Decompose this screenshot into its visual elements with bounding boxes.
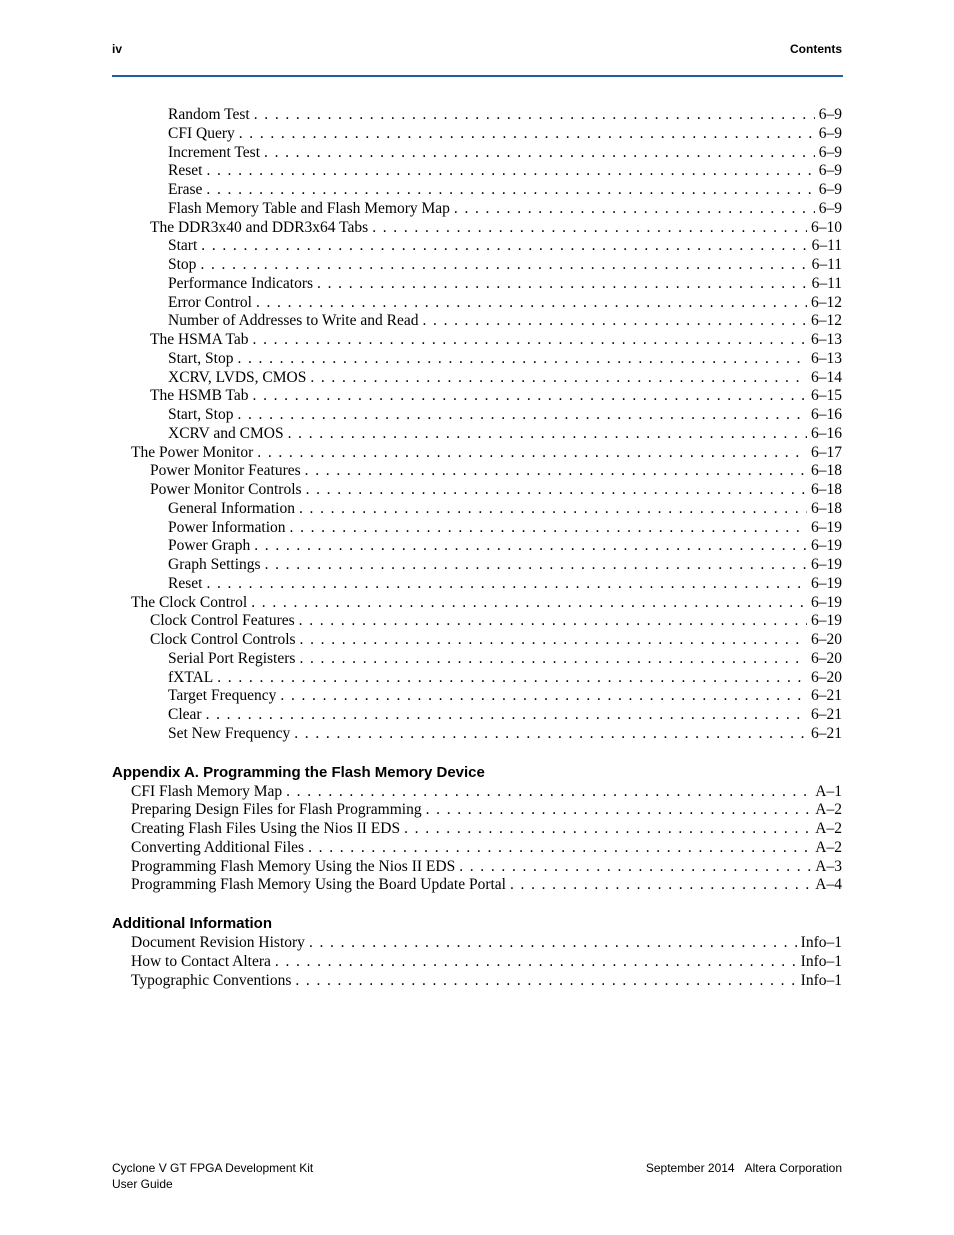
toc-entry-page: 6–21 [811, 706, 842, 723]
toc-entry-title: XCRV and CMOS [168, 424, 284, 442]
toc-entry-page: 6–20 [811, 631, 842, 648]
toc-leader-dots [294, 725, 807, 743]
toc-leader-dots [206, 162, 814, 180]
toc-entry-title: Creating Flash Files Using the Nios II EDS [131, 820, 401, 837]
toc-leader-dots [422, 312, 807, 330]
toc-entry-title: CFI Query [168, 124, 235, 142]
toc-entry-page: A–2 [815, 838, 842, 856]
toc-leader-dots [454, 200, 815, 218]
toc-entry[interactable] [112, 444, 842, 463]
toc-leader-dots [264, 144, 815, 162]
toc-entry-title: Typographic Conventions [131, 971, 292, 989]
toc-entry-page: A–1 [815, 782, 842, 800]
toc-entry-title: Set New Frequency [168, 724, 291, 742]
toc-entry-page: 6–18 [811, 499, 842, 517]
toc-entry[interactable] [112, 425, 842, 444]
toc-entry-page: 6–11 [811, 274, 842, 292]
toc-entry[interactable] [112, 669, 842, 688]
toc-entry-page: 6–16 [811, 406, 842, 423]
toc-entry-title: The Power Monitor [131, 443, 254, 461]
footer-company: Altera Corporation [744, 1161, 842, 1175]
toc-entry-page: 6–14 [811, 368, 842, 386]
toc-entry-title: The HSMB Tab [150, 387, 249, 405]
toc-entry[interactable] [112, 783, 842, 802]
toc-entry-title: The DDR3x40 and DDR3x64 Tabs [150, 218, 369, 236]
toc-entry[interactable] [112, 953, 842, 972]
toc-entry-title: Number of Addresses to Write and Read [168, 312, 419, 330]
toc-entry-title: CFI Flash Memory Map [131, 782, 283, 800]
toc-leader-dots [300, 631, 807, 649]
toc-entry[interactable] [112, 387, 842, 406]
toc-entry-page: 6–19 [811, 574, 842, 592]
toc-entry[interactable] [112, 125, 842, 144]
toc-entry-page: 6–16 [811, 424, 842, 442]
toc-entry-page: 6–21 [811, 687, 842, 705]
toc-list-appendix-a [112, 783, 842, 896]
toc-leader-dots [305, 462, 807, 480]
toc-entry-page: 6–15 [811, 387, 842, 405]
toc-entry-page: 6–12 [811, 312, 842, 330]
toc-leader-dots [510, 876, 811, 894]
toc-entry-page: 6–19 [811, 612, 842, 630]
toc-entry-page: A–2 [815, 801, 842, 819]
toc-entry-page: Info–1 [800, 952, 842, 970]
toc-leader-dots [275, 953, 797, 971]
toc-entry-title: Converting Additional Files [131, 838, 305, 856]
toc-entry-title: Target Frequency [168, 687, 277, 705]
toc-entry-page: 6–9 [818, 199, 842, 217]
toc-leader-dots [239, 125, 815, 143]
toc-leader-dots [308, 839, 811, 857]
toc-entry-page: 6–19 [811, 537, 842, 555]
toc-list-chapter-6 [112, 106, 842, 744]
toc-leader-dots [237, 406, 807, 424]
toc-entry-page: 6–9 [818, 124, 842, 142]
toc-entry[interactable] [112, 858, 842, 877]
toc-entry[interactable] [112, 650, 842, 669]
toc-entry-page: 6–20 [811, 668, 842, 686]
toc-entry-page: 6–19 [811, 593, 842, 611]
toc-entry-page: 6–12 [811, 293, 842, 311]
toc-entry[interactable] [112, 294, 842, 313]
toc-entry-page: 6–19 [811, 518, 842, 536]
toc-entry-title: Random Test [168, 106, 250, 123]
toc-entry-page: 6–18 [811, 481, 842, 498]
toc-leader-dots [253, 387, 807, 405]
toc-entry-page: 6–11 [811, 237, 842, 255]
header-page-number: iv [112, 42, 123, 56]
toc-entry-title: Clock Control Features [150, 612, 295, 630]
toc-entry-title: Start, Stop [168, 349, 234, 367]
toc-entry-page: 6–9 [818, 162, 842, 180]
toc-leader-dots [317, 275, 808, 293]
toc-leader-dots [217, 669, 807, 687]
toc-leader-dots [251, 594, 807, 612]
toc-entry-title: Power Information [168, 518, 286, 536]
toc-leader-dots [288, 425, 807, 443]
additional-info-heading: Additional Information [112, 915, 272, 932]
toc-leader-dots [206, 575, 807, 593]
toc-entry-page: 6–10 [811, 218, 842, 236]
toc-entry-title: Flash Memory Table and Flash Memory Map [168, 199, 450, 217]
toc-leader-dots [206, 706, 807, 724]
toc-entry-title: Power Monitor Controls [150, 481, 302, 498]
toc-leader-dots [310, 369, 807, 387]
toc-entry[interactable] [112, 500, 842, 519]
toc-leader-dots [404, 820, 811, 838]
table-of-contents [112, 106, 842, 990]
toc-entry[interactable] [112, 106, 842, 125]
toc-entry[interactable] [112, 331, 842, 350]
toc-entry[interactable] [112, 556, 842, 575]
toc-entry-title: Reset [168, 162, 203, 180]
footer-publication-info [646, 1160, 842, 1176]
toc-entry[interactable] [112, 312, 842, 331]
toc-entry[interactable] [112, 275, 842, 294]
toc-entry[interactable] [112, 181, 842, 200]
toc-entry[interactable] [112, 631, 842, 650]
header-rule [112, 75, 843, 77]
toc-entry[interactable] [112, 972, 842, 991]
toc-entry[interactable] [112, 406, 842, 425]
toc-entry-page: 6–9 [818, 143, 842, 161]
toc-entry-title: Reset [168, 574, 203, 592]
toc-leader-dots [290, 519, 807, 537]
toc-entry-page: A–3 [815, 857, 842, 875]
toc-leader-dots [253, 331, 807, 349]
toc-entry-title: Serial Port Registers [168, 649, 296, 667]
toc-entry-page: A–4 [815, 876, 842, 894]
toc-entry-title: Clock Control Controls [150, 631, 296, 648]
toc-entry-title: The HSMA Tab [150, 331, 249, 348]
toc-leader-dots [280, 687, 807, 705]
toc-entry-title: Error Control [168, 293, 252, 311]
toc-entry-page: Info–1 [800, 934, 842, 951]
toc-entry[interactable] [112, 519, 842, 538]
toc-leader-dots [237, 350, 807, 368]
toc-entry-page: 6–17 [811, 443, 842, 461]
toc-entry-title: Erase [168, 181, 203, 198]
toc-entry[interactable] [112, 537, 842, 556]
toc-entry-title: Preparing Design Files for Flash Programming [131, 801, 422, 819]
toc-entry-page: 6–9 [818, 181, 842, 198]
toc-entry-page: A–2 [815, 820, 842, 837]
toc-leader-dots [201, 237, 807, 255]
toc-entry-page: 6–19 [811, 556, 842, 573]
toc-leader-dots [299, 500, 807, 518]
toc-entry[interactable] [112, 839, 842, 858]
header-section-title: Contents [790, 42, 842, 56]
toc-leader-dots [372, 219, 807, 237]
toc-entry-title: Performance Indicators [168, 274, 314, 292]
toc-entry-title: Start [168, 237, 198, 255]
toc-entry-title: Power Monitor Features [150, 462, 301, 480]
toc-entry[interactable] [112, 934, 842, 953]
toc-entry[interactable] [112, 820, 842, 839]
toc-entry[interactable] [112, 369, 842, 388]
toc-entry[interactable] [112, 481, 842, 500]
toc-entry-title: Stop [168, 256, 197, 273]
footer-doc-title-line1: Cyclone V GT FPGA Development Kit [112, 1161, 314, 1175]
toc-leader-dots [306, 481, 807, 499]
toc-entry-title: Clear [168, 706, 202, 723]
appendix-a-heading: Appendix A. Programming the Flash Memory Device [112, 763, 485, 781]
toc-entry[interactable] [112, 219, 842, 238]
footer-doc-title-line2: User Guide [112, 1177, 173, 1191]
toc-entry-page: 6–13 [811, 349, 842, 367]
toc-entry-title: Graph Settings [168, 556, 261, 573]
toc-entry-page: 6–20 [811, 649, 842, 667]
toc-entry[interactable] [112, 162, 842, 181]
toc-entry-title: XCRV, LVDS, CMOS [168, 368, 307, 386]
toc-entry[interactable] [112, 237, 842, 256]
toc-entry-title: Programming Flash Memory Using the Board Update Portal [131, 876, 506, 894]
toc-leader-dots [299, 650, 807, 668]
toc-entry[interactable] [112, 144, 842, 163]
toc-entry-page: 6–11 [811, 256, 842, 273]
toc-entry-title: General Information [168, 499, 295, 517]
toc-leader-dots [256, 294, 807, 312]
toc-entry[interactable] [112, 350, 842, 369]
toc-entry-title: Programming Flash Memory Using the Nios II EDS [131, 857, 456, 875]
toc-entry[interactable] [112, 594, 842, 613]
toc-entry[interactable] [112, 725, 842, 744]
toc-leader-dots [309, 934, 797, 952]
footer-document-title [112, 1160, 313, 1192]
toc-leader-dots [254, 537, 807, 555]
toc-entry-page: Info–1 [800, 971, 842, 989]
toc-leader-dots [426, 801, 812, 819]
toc-entry-page: 6–13 [811, 331, 842, 348]
toc-entry-page: 6–18 [811, 462, 842, 480]
toc-leader-dots [299, 612, 807, 630]
toc-entry[interactable] [112, 687, 842, 706]
toc-entry-title: How to Contact Altera [131, 952, 271, 970]
toc-leader-dots [200, 256, 807, 274]
toc-entry[interactable] [112, 462, 842, 481]
toc-leader-dots [286, 783, 811, 801]
toc-entry[interactable] [112, 801, 842, 820]
toc-entry-title: Start, Stop [168, 406, 234, 423]
toc-leader-dots [257, 444, 807, 462]
toc-entry-title: Power Graph [168, 537, 251, 555]
toc-entry[interactable] [112, 612, 842, 631]
toc-entry[interactable] [112, 575, 842, 594]
toc-leader-dots [295, 972, 796, 990]
toc-entry-title: fXTAL [168, 668, 214, 686]
toc-entry-page: 6–9 [818, 106, 842, 123]
footer-date: September 2014 [645, 1161, 735, 1175]
toc-entry[interactable] [112, 876, 842, 895]
toc-entry[interactable] [112, 200, 842, 219]
toc-entry[interactable] [112, 706, 842, 725]
toc-leader-dots [206, 181, 814, 199]
toc-leader-dots [459, 858, 811, 876]
toc-leader-dots [265, 556, 807, 574]
toc-entry-title: Document Revision History [131, 934, 305, 951]
toc-list-additional-information [112, 934, 842, 990]
toc-entry[interactable] [112, 256, 842, 275]
toc-entry-page: 6–21 [811, 724, 842, 742]
toc-leader-dots [254, 106, 815, 124]
toc-entry-title: Increment Test [168, 143, 261, 161]
toc-entry-title: The Clock Control [131, 593, 248, 611]
